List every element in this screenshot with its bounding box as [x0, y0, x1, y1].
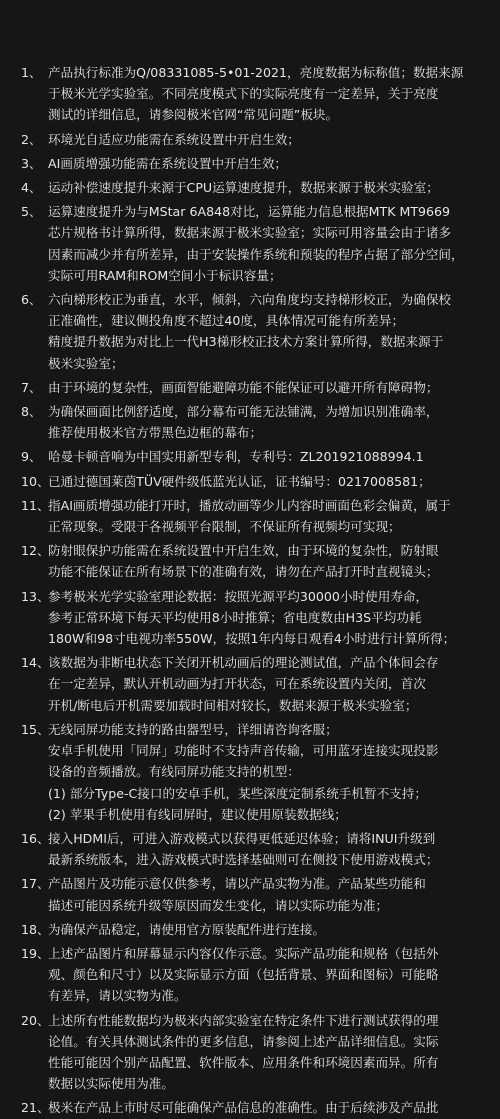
footnote-item	[0, 289, 486, 374]
footnote-number: 14、	[21, 655, 50, 671]
footnote-text-line: 为确保画面比例舒适度，部分幕布可能无法铺满，为增加识别准确率，	[48, 404, 439, 420]
footnote-text-line: 上述所有性能数据均为极米内部实验室在特定条件下进行测试获得的理	[48, 1012, 439, 1028]
footnote-number: 5、	[21, 204, 42, 220]
footnote-text-line: (2) 苹果手机使用有线同屏时，建议使用原装数据线；	[48, 806, 347, 822]
footnote-text-line: AI画质增强功能需在系统设置中开启生效；	[48, 155, 288, 171]
footnote-number: 7、	[21, 379, 42, 395]
footnote-item	[0, 446, 486, 467]
footnote-text-line: (1) 部分Type-C接口的安卓手机，某些深度定制系统手机暂不支持；	[48, 785, 427, 801]
footnote-text-line: 六向梯形校正为垂直，水平，倾斜，六向角度均支持梯形校正，为确保校	[48, 292, 451, 308]
footnote-item	[0, 1097, 486, 1118]
footnote-number: 16、	[21, 830, 50, 846]
footnote-number: 8、	[21, 404, 42, 420]
footnote-item	[0, 401, 486, 443]
footnote-item	[0, 201, 486, 286]
footnote-item	[0, 153, 486, 174]
footnote-text-line: 运动补偿速度提升来源于CPU运算速度提升，数据来源于极米实验室；	[48, 180, 439, 196]
footnote-text-line: 指AI画质增强功能打开时，播放动画等少儿内容时画面色彩会偏黄，属于	[48, 497, 451, 513]
footnote-text-line: 数据以实际使用为准。	[48, 1076, 174, 1092]
footnote-text-line: 正准确性，建议侧投角度不超过40度，具体情况可能有所差异；	[48, 313, 405, 329]
footnote-text-line: 为确保产品稳定，请使用官方原装配件进行连接。	[48, 921, 326, 937]
footnote-item	[0, 943, 486, 1007]
footnote-number: 9、	[21, 449, 42, 465]
footnote-item	[0, 828, 486, 870]
footnote-text-line: 性能可能因个别产品配置、软件版本、应用条件和环境因素而异。所有	[48, 1054, 439, 1070]
footnote-item	[0, 919, 486, 940]
footnote-text-line: 实际可用RAM和ROM空间小于标识容量；	[48, 267, 282, 283]
footnote-text-line: 180W和98寸电视功率550W，按照1年内每日观看4小时进行计算所得；	[48, 631, 456, 647]
footnote-number: 21、	[21, 1100, 50, 1116]
footnote-text-line: 推荐使用极米官方带黑色边框的幕布；	[48, 425, 263, 441]
footnote-text-line: 已通过德国莱茵TÜV硬件级低蓝光认证，证书编号：0217008581；	[48, 473, 431, 489]
footnote-number: 17、	[21, 876, 50, 892]
footnote-text-line: 论值。有关具体测试条件的更多信息，请参阅上述产品详细信息。实际	[48, 1033, 439, 1049]
footnote-text-line: 由于环境的复杂性，画面智能避障功能不能保证可以避开所有障碍物；	[48, 379, 439, 395]
footnote-item	[0, 1010, 486, 1095]
footnote-number: 20、	[21, 1012, 50, 1028]
footnote-text-line: 安卓手机使用「同屏」功能时不支持声音传输，可用蓝牙连接实现投影	[48, 743, 439, 759]
footnote-text-line: 参考正常环境下每天平均使用8小时推算；省电度数由H3S平均功耗	[48, 609, 422, 625]
footnote-number: 2、	[21, 131, 42, 147]
footnote-item	[0, 540, 486, 582]
footnote-number: 1、	[21, 65, 42, 80]
footnote-item	[0, 652, 486, 716]
footnote-number: 19、	[21, 945, 50, 961]
footnote-item	[0, 377, 486, 398]
footnote-text-line: 设备的音频播放。有线同屏功能支持的机型：	[48, 764, 300, 780]
footnote-number: 18、	[21, 921, 50, 937]
footnote-item	[0, 586, 486, 650]
footnote-item	[0, 719, 486, 825]
footnote-number: 4、	[21, 180, 42, 196]
footnote-text-line: 在一定差异，默认开机动画为打开状态，可在系统设置内关闭，首次	[48, 676, 426, 692]
footnote-text-line: 产品执行标准为Q/08331085-5•01-2021，亮度数据为标称值；数据来源	[48, 65, 464, 80]
footnote-number: 15、	[21, 721, 50, 737]
footnote-number: 11、	[21, 497, 50, 513]
footnote-text-line: 极米在产品上市时尽可能确保产品信息的准确性。由于后续涉及产品批	[48, 1100, 439, 1116]
footnote-text-line: 芯片规格书计算所得，数据来源于极米实验室；实际可用容量会由于诸多	[48, 225, 451, 241]
footnote-text-line: 上述产品图片和屏幕显示内容仅作示意。实际产品功能和规格（包括外	[48, 945, 439, 961]
footnote-text-line: 描述可能因系统升级等原因而发生变化，请以实际功能为准；	[48, 897, 389, 913]
footnote-text-line: 正常现象。受限于各视频平台限制，不保证所有视频均可实现；	[48, 519, 401, 535]
footnote-text-line: 最新系统版本，进入游戏模式时选择基础则可在侧投下使用游戏模式；	[48, 852, 439, 868]
footnote-item	[0, 471, 486, 492]
footnote-text-line: 功能不能保证在所有场景下的准确有效，请勿在产品打开时直视镜头；	[48, 564, 439, 580]
footnote-text-line: 运算速度提升为与MStar 6A848对比，运算能力信息根据MTK MT9669	[48, 204, 451, 220]
footnote-number: 10、	[21, 473, 50, 489]
footnote-text-line: 有差异，请以实物为准。	[48, 988, 187, 1004]
footnote-item	[0, 129, 486, 150]
footnote-number: 6、	[21, 292, 42, 308]
footnote-text-line: 极米实验室；	[48, 355, 124, 371]
footnote-item	[0, 495, 486, 537]
footnote-number: 3、	[21, 155, 42, 171]
footnote-text-line: 测试的详细信息，请参阅极米官网“常见问题”板块。	[48, 107, 339, 123]
footnote-text-line: 参考极米光学实验室理论数据：按照光源平均30000小时使用寿命，	[48, 588, 429, 604]
footnote-text-line: 开机/断电后开机需要加载时间相对较长，数据来源于极米实验室；	[48, 697, 418, 713]
footnote-text-line: 于极米光学实验室。不同亮度模式下的实际亮度有一定差异，关于亮度	[48, 86, 439, 102]
footnote-text-line: 精度提升数据为对比上一代H3梯形校正技术方案计算所得，数据来源于	[48, 334, 444, 350]
footnote-text-line: 观、颜色和尺寸）以及实际显示方面（包括背景、界面和图标）可能略	[48, 967, 439, 983]
footnote-text-line: 无线同屏功能支持的路由器型号，详细请咨询客服；	[48, 721, 338, 737]
footnote-item	[0, 177, 486, 198]
footnote-text-line: 接入HDMI后，可进入游戏模式以获得更低延迟体验；请将INUI升级到	[48, 830, 436, 846]
footnote-item	[0, 62, 486, 126]
footnote-number: 13、	[21, 588, 50, 604]
footnote-text-line: 该数据为非断电状态下关闭开机动画后的理论测试值，产品个体间会存	[48, 655, 439, 671]
footnote-text-line: 哈曼卡顿音响为中国实用新型专利，专利号：ZL201921088994.1	[48, 449, 424, 465]
footnote-text-line: 环境光自适应功能需在系统设置中开启生效；	[48, 131, 300, 147]
footnote-item	[0, 873, 486, 915]
footnote-text-line: 产品图片及功能示意仅供参考，请以产品实物为准。产品某些功能和	[48, 876, 426, 892]
footnote-number: 12、	[21, 543, 50, 559]
footnote-text-line: 防射眼保护功能需在系统设置中开启生效，由于环境的复杂性，防射眼	[48, 543, 439, 559]
footnote-text-line: 因素而减少并有所差异，由于安装操作系统和预装的程序占据了部分空间，	[48, 246, 464, 262]
